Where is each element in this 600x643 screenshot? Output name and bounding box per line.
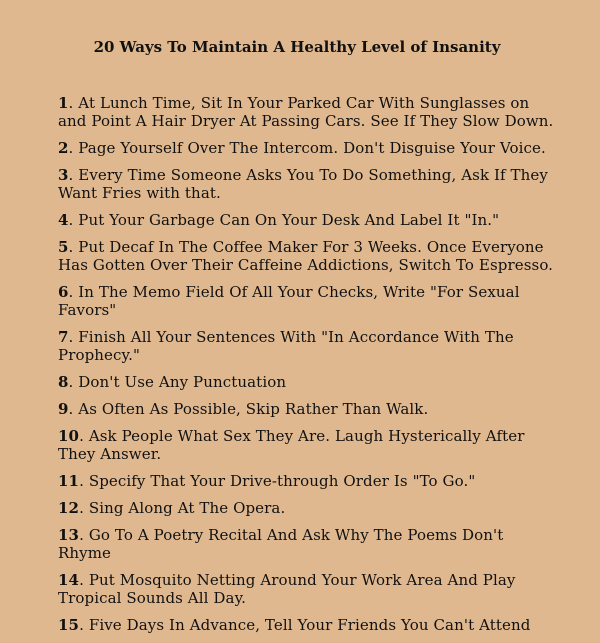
document-title: 20 Ways To Maintain A Healthy Level of Insanity [93,38,501,56]
item-number: 6 [58,283,69,301]
list-item [58,328,558,364]
insanity-list [58,94,558,643]
list-item [58,238,558,274]
item-number: 12 [58,499,80,517]
list-item [58,139,558,157]
list-item [58,616,558,634]
item-text: . Every Time Someone Asks You To Do Something, Ask If They Want Fries with that. [58,166,548,202]
item-number: 8 [58,373,69,391]
list-item [58,94,558,130]
item-text: . Specify That Your Drive-through Order Is "To Go." [79,472,476,490]
item-text: . Don't Use Any Punctuation [68,373,287,391]
item-number: 14 [58,571,80,589]
item-number: 11 [58,472,80,490]
item-text: . Finish All Your Sentences With "In Accordance With The Prophecy." [58,328,514,364]
list-item [58,472,558,490]
item-text: . Go To A Poetry Recital And Ask Why The Poems Don't Rhyme [58,526,504,562]
item-number: 7 [58,328,69,346]
list-item [58,400,558,418]
item-number: 13 [58,526,80,544]
item-number: 2 [58,139,69,157]
list-item [58,499,558,517]
item-text: . Put Mosquito Netting Around Your Work Area And Play Tropical Sounds All Day. [58,571,516,607]
item-number: 1 [58,94,69,112]
list-item [58,373,558,391]
list-item [58,526,558,562]
item-text: . In The Memo Field Of All Your Checks, Write "For Sexual Favors" [58,283,520,319]
item-number: 9 [58,400,69,418]
item-text: . Five Days In Advance, Tell Your Friends You Can't Attend [79,616,531,634]
item-text: . Put Your Garbage Can On Your Desk And Label It "In." [68,211,500,229]
item-text: . As Often As Possible, Skip Rather Than Walk. [68,400,429,418]
list-item [58,283,558,319]
item-number: 3 [58,166,69,184]
item-number: 10 [58,427,80,445]
item-text: . Put Decaf In The Coffee Maker For 3 Weeks. Once Everyone Has Gotten Over Their Caffeine Addictions, Switch To Espresso. [58,238,554,274]
item-number: 4 [58,211,69,229]
list-item [58,571,558,607]
item-text: . Page Yourself Over The Intercom. Don't Disguise Your Voice. [68,139,546,157]
item-number: 5 [58,238,69,256]
item-text: . At Lunch Time, Sit In Your Parked Car With Sunglasses on and Point A Hair Dryer At Passing Cars. See If They Slow Down. [58,94,554,130]
list-item [58,427,558,463]
list-item [58,211,558,229]
list-item [58,166,558,202]
item-text: . Sing Along At The Opera. [79,499,286,517]
item-text: . Ask People What Sex They Are. Laugh Hysterically After They Answer. [58,427,525,463]
item-number: 15 [58,616,80,634]
